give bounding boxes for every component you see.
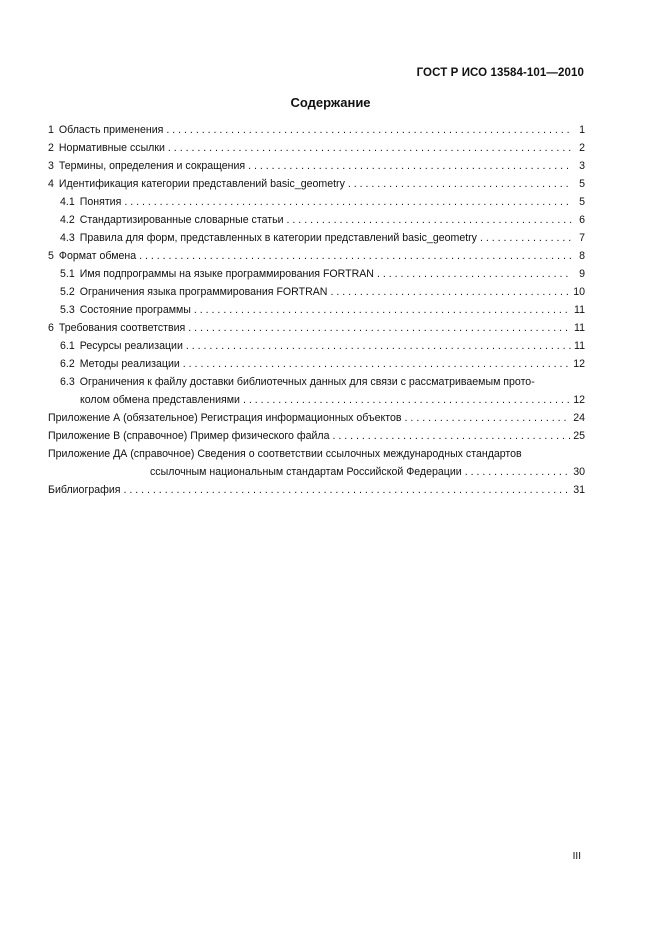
toc-entry-number: 4.2	[60, 214, 75, 226]
toc-subentry[interactable]	[48, 229, 585, 247]
dot-leader	[330, 283, 570, 301]
dot-leader	[188, 319, 571, 337]
toc-entry-number: 5.2	[60, 286, 75, 298]
toc-entry-label: Понятия	[79, 196, 122, 208]
toc-subentry[interactable]	[48, 211, 585, 229]
toc-entry-number: 1	[48, 124, 54, 136]
dot-leader	[168, 139, 572, 157]
toc-entry-number: 3	[48, 160, 54, 172]
table-of-contents	[48, 121, 585, 499]
toc-entry-page: 30	[573, 466, 585, 478]
toc-entry[interactable]	[48, 175, 585, 193]
toc-entry-label: Нормативные ссылки	[58, 142, 165, 154]
toc-subentry[interactable]	[48, 265, 585, 283]
toc-entry[interactable]	[48, 247, 585, 265]
toc-entry-number: 6.1	[60, 340, 75, 352]
document-code: ГОСТ Р ИСО 13584-101—2010	[416, 67, 584, 79]
toc-entry-label: Библиография	[48, 484, 121, 496]
dot-leader	[405, 409, 571, 427]
toc-bibliography-entry[interactable]	[48, 481, 585, 499]
dot-leader	[124, 193, 572, 211]
dot-leader	[194, 301, 571, 319]
page-number: III	[572, 851, 581, 862]
toc-appendix-entry[interactable]	[48, 409, 585, 427]
toc-entry-page: 12	[573, 394, 585, 406]
dot-leader	[377, 265, 572, 283]
dot-leader	[465, 463, 571, 481]
toc-entry-continuation[interactable]	[48, 463, 585, 481]
dot-leader	[480, 229, 572, 247]
toc-title: Содержание	[290, 95, 371, 110]
dot-leader	[139, 247, 572, 265]
toc-entry-continuation[interactable]	[48, 391, 585, 409]
dot-leader	[186, 337, 571, 355]
toc-entry-label-continuation: колом обмена представлениями	[80, 394, 240, 406]
toc-entry-label: Приложение ДА (справочное) Сведения о соответствии ссылочных международных стандартов	[48, 448, 522, 460]
dot-leader	[243, 391, 570, 409]
dot-leader	[348, 175, 572, 193]
toc-entry-page: 2	[579, 142, 585, 154]
toc-entry-label: Правила для форм, представленных в категории представлений basic_geometry	[79, 232, 477, 244]
toc-entry-page: 7	[579, 232, 585, 244]
dot-leader	[183, 355, 570, 373]
toc-entry-label: Состояние программы	[79, 304, 191, 316]
toc-appendix-entry[interactable]	[48, 427, 585, 445]
toc-entry-number: 5	[48, 250, 54, 262]
dot-leader	[166, 121, 572, 139]
toc-entry-number: 4.1	[60, 196, 75, 208]
toc-entry-page: 9	[579, 268, 585, 280]
toc-subentry[interactable]	[48, 373, 585, 391]
toc-entry-label: Термины, определения и сокращения	[58, 160, 246, 172]
toc-entry-page: 25	[573, 430, 585, 442]
toc-entry-label: Требования соответствия	[58, 322, 186, 334]
toc-subentry[interactable]	[48, 283, 585, 301]
toc-entry-label: Приложение В (справочное) Пример физического файла	[48, 430, 330, 442]
toc-entry-page: 6	[579, 214, 585, 226]
toc-entry-label: Область применения	[58, 124, 164, 136]
toc-subentry[interactable]	[48, 337, 585, 355]
toc-entry-number: 2	[48, 142, 54, 154]
toc-appendix-entry[interactable]	[48, 445, 585, 463]
toc-entry-number: 5.1	[60, 268, 75, 280]
dot-leader	[248, 157, 572, 175]
dot-leader	[332, 427, 570, 445]
toc-entry-page: 11	[574, 304, 585, 316]
toc-entry-page: 24	[573, 412, 585, 424]
toc-entry-label: Имя подпрограммы на языке программирования FORTRAN	[79, 268, 374, 280]
toc-subentry[interactable]	[48, 193, 585, 211]
toc-subentry[interactable]	[48, 301, 585, 319]
toc-entry-page: 5	[579, 178, 585, 190]
toc-entry-page: 3	[579, 160, 585, 172]
toc-entry-number: 6	[48, 322, 54, 334]
toc-entry[interactable]	[48, 157, 585, 175]
toc-entry-page: 5	[579, 196, 585, 208]
toc-entry-page: 12	[573, 358, 585, 370]
toc-entry[interactable]	[48, 139, 585, 157]
dot-leader	[123, 481, 570, 499]
toc-entry-page: 10	[573, 286, 585, 298]
toc-subentry[interactable]	[48, 355, 585, 373]
toc-entry-label: Ограничения к файлу доставки библиотечных данных для связи с рассматриваемым прото-	[79, 376, 535, 388]
toc-entry[interactable]	[48, 121, 585, 139]
toc-entry-page: 8	[579, 250, 585, 262]
toc-entry-number: 5.3	[60, 304, 75, 316]
toc-entry-page: 1	[579, 124, 585, 136]
toc-entry-number: 6.2	[60, 358, 75, 370]
toc-entry-page: 11	[574, 322, 585, 334]
toc-entry-page: 11	[574, 340, 585, 352]
toc-entry-label: Методы реализации	[79, 358, 180, 370]
toc-entry-label: Приложение А (обязательное) Регистрация информационных объектов	[48, 412, 402, 424]
toc-entry-label: Ресурсы реализации	[79, 340, 183, 352]
toc-entry-label: Идентификация категории представлений basic_geometry	[58, 178, 345, 190]
toc-entry-number: 4.3	[60, 232, 75, 244]
dot-leader	[287, 211, 572, 229]
toc-entry-number: 4	[48, 178, 54, 190]
toc-entry-label: Формат обмена	[58, 250, 137, 262]
toc-entry-number: 6.3	[60, 376, 75, 388]
toc-entry-label-continuation: ссылочным национальным стандартам Российской Федерации	[150, 466, 462, 478]
toc-entry[interactable]	[48, 319, 585, 337]
toc-entry-page: 31	[573, 484, 585, 496]
toc-entry-label: Ограничения языка программирования FORTRAN	[79, 286, 328, 298]
toc-entry-label: Стандартизированные словарные статьи	[79, 214, 284, 226]
